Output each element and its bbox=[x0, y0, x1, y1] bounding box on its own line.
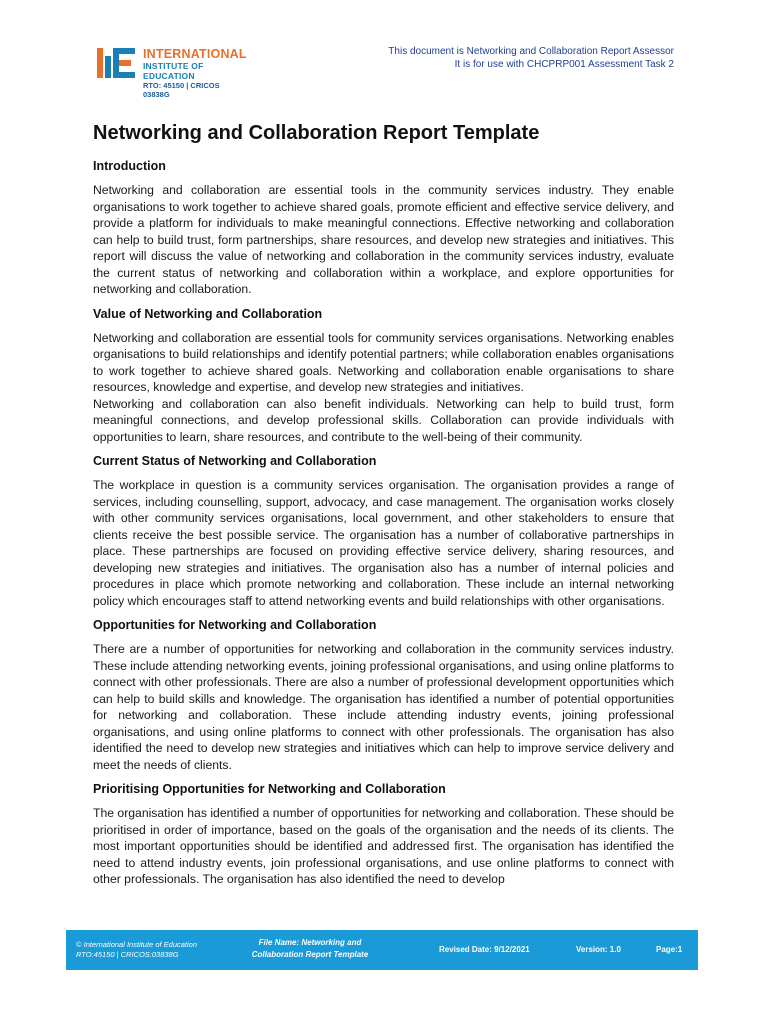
page-footer bbox=[66, 930, 698, 970]
footer-file-name-line-1: File Name: Networking and bbox=[258, 938, 362, 947]
logo-text bbox=[143, 47, 247, 99]
section-paragraph: The organisation has identified a number of opportunities for networking and collaboration. These should be prioritised in order of importance, based on the goals of the organisation and the needs of its clients. The most important opportunities should be identified and addressed first. The organisation has identified the need to attend industry events, join professional organisations, and use online platforms to connect with other professionals. The organisation has also identified the need to develop bbox=[93, 806, 674, 886]
section-paragraph: The workplace in question is a community services organisation. The organisation provides a range of services, including counselling, support, advocacy, and case management. The organisation works closely with other community services organisations, local government, and other stakeholders to ensure that clients receive the best possible service. The organisation has a number of collaborative partnerships in place. These partnerships are focused on providing effective service delivery, sharing resources, and developing new strategies and initiatives. The organisation also has a number of internal policies and procedures in place which promote networking and collaboration. These include an internal networking policy which encourages staff to attend networking events and build relationships with other organisations. bbox=[93, 478, 674, 608]
logo-line-2: INSTITUTE OF EDUCATION bbox=[143, 61, 204, 81]
footer-copyright-line-1: © International Institute of Education bbox=[76, 940, 198, 949]
footer-file-name-line-2: Collaboration Report Template bbox=[251, 950, 369, 959]
section-heading-value: Value of Networking and Collaboration bbox=[93, 306, 323, 321]
section-heading-introduction: Introduction bbox=[93, 159, 166, 173]
institute-logo bbox=[97, 46, 247, 99]
section-paragraph: Networking and collaboration can also benefit individuals. Networking can help to build trust, form meaningful connections, and develop professional skills. Collaboration can provide individuals with opportunities to learn, share resources, and contribute to the well-being of their community. bbox=[93, 396, 674, 444]
section-heading-current-status: Current Status of Networking and Collaboration bbox=[93, 454, 377, 468]
footer-copyright-line-2: RTO:45150 | CRICOS:03838G bbox=[76, 950, 179, 959]
footer-copyright bbox=[76, 940, 197, 960]
section-paragraph: There are a number of opportunities for networking and collaboration in the community services industry. These include attending networking events, joining professional organisations, and using online platforms to connect with other professionals. There are also a number of professional development opportunities which can help to build skills and knowledge. The organisation has identified a number of potential opportunities for networking and collaboration. These include attending industry events, joining professional organisations, and using online platforms to connect with other professionals. The organisation has also identified the need to develop new strategies and initiatives which can help to improve service delivery and meet the needs of clients. bbox=[93, 642, 674, 772]
institute-logo-icon bbox=[97, 46, 137, 80]
header-note-line-1: This document is Networking and Collaboration Report Assessor bbox=[388, 46, 674, 57]
section-paragraph: Networking and collaboration are essential tools for community services organisations. Networking enables organisations to build relationships and identify potential partners; while collaboration enables organisations to work together to achieve shared goals. Networking and collaboration enable organisations to share resources, knowledge and expertise, and develop new strategies and initiatives. bbox=[93, 330, 674, 394]
page-header bbox=[0, 0, 768, 100]
footer-version: Version: 1.0 bbox=[576, 945, 621, 954]
section-heading-opportunities: Opportunities for Networking and Collaboration bbox=[93, 618, 377, 632]
logo-line-3: RTO: 45150 | CRICOS 03838G bbox=[143, 81, 220, 99]
logo-line-1: INTERNATIONAL bbox=[143, 47, 247, 61]
document-body bbox=[93, 120, 674, 896]
footer-file-name bbox=[241, 937, 379, 961]
header-note bbox=[388, 45, 674, 71]
footer-revised-date: Revised Date: 9/12/2021 bbox=[439, 945, 530, 954]
header-note-line-2: It is for use with CHCPRP001 Assessment Task 2 bbox=[454, 59, 674, 70]
document-title: Networking and Collaboration Report Template bbox=[93, 122, 540, 144]
section-heading-prioritising: Prioritising Opportunities for Networking and Collaboration bbox=[93, 782, 446, 796]
footer-page-number: Page:1 bbox=[656, 945, 683, 954]
section-paragraph: Networking and collaboration are essential tools in the community services industry. They enable organisations to work together to achieve shared goals, promote efficient and effective service delivery, and provide a platform for individuals to make meaningful connections. Effective networking and collaboration can help to build trust, form partnerships, share resources, and develop new strategies and initiatives. This report will discuss the value of networking and collaboration in the community services industry, evaluate the current status of networking and collaboration within a workplace, and explore opportunities for networking and collaboration. bbox=[93, 183, 674, 296]
